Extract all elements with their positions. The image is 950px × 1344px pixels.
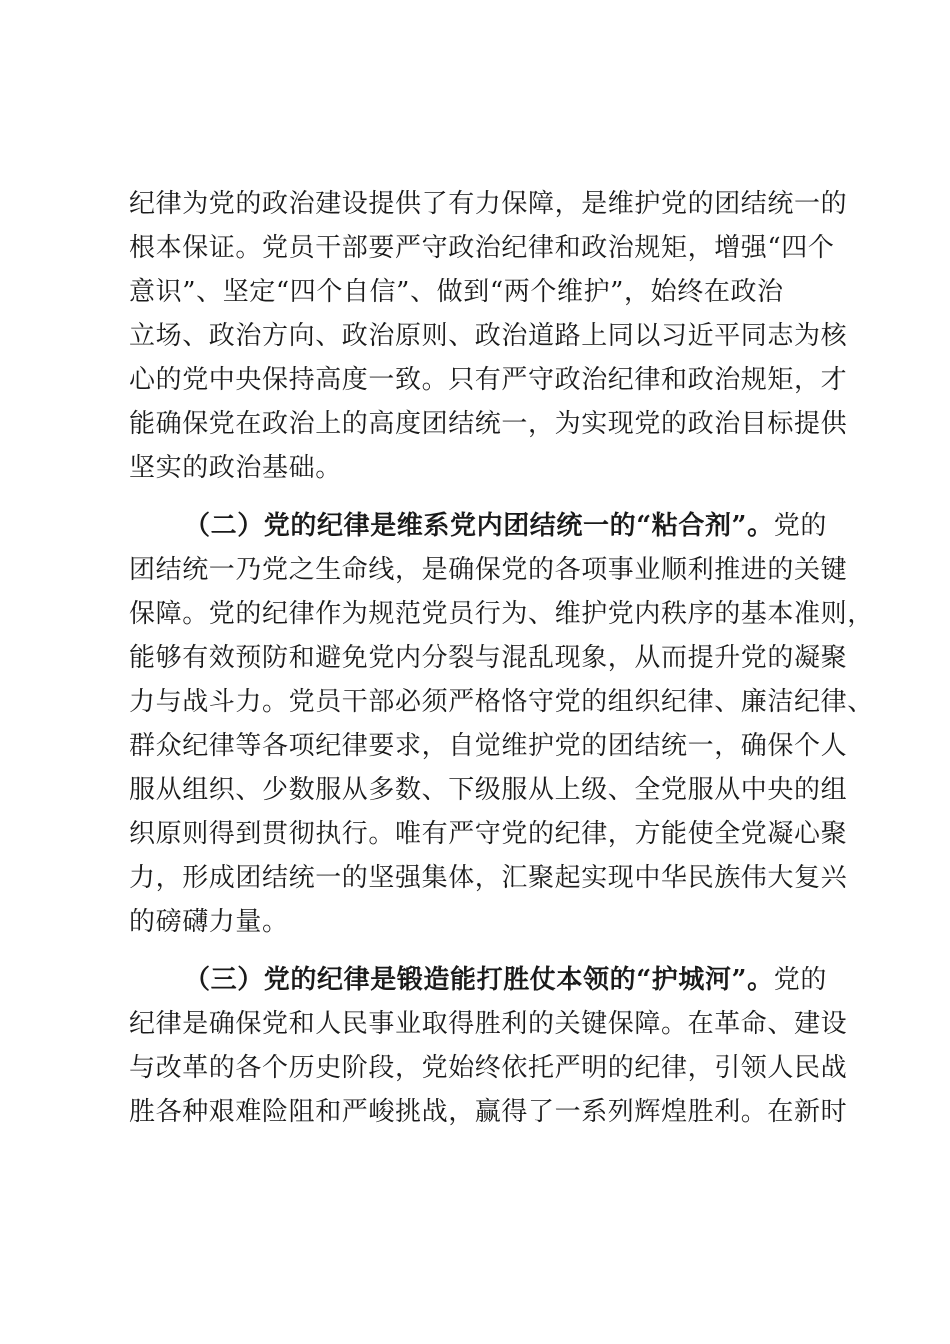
- paragraph-1-line-1: 纪律为党的政治建设提供了有力保障，是维护党的团结统一的: [129, 189, 848, 219]
- section-3-first-line: [184, 960, 904, 1000]
- section-3-heading: （三）党的纪律是锻造能打胜仗本领的“护城河”。: [184, 965, 774, 995]
- section-2-line-10: 的磅礴力量。: [129, 907, 289, 937]
- section-3-first-line-tail: 党的: [773, 965, 827, 995]
- paragraph-1-line-6: 能确保党在政治上的高度团结统一，为实现党的政治目标提供: [129, 409, 848, 439]
- section-2-first-line-tail: 党的: [773, 511, 827, 541]
- section-3-line-4: 胜各种艰难险阻和严峻挑战，赢得了一系列辉煌胜利。在新时: [129, 1097, 848, 1127]
- section-2-line-2: 团结统一乃党之生命线，是确保党的各项事业顺利推进的关键: [129, 555, 848, 585]
- section-2-line-5: 力与战斗力。党员干部必须严格恪守党的组织纪律、廉洁纪律、: [129, 687, 874, 717]
- section-3-line-3: 与改革的各个历史阶段，党始终依托严明的纪律，引领人民战: [129, 1053, 848, 1083]
- paragraph-1-line-2: 根本保证。党员干部要严守政治纪律和政治规矩，增强“四个: [129, 233, 835, 263]
- paragraph-1-line-5: 心的党中央保持高度一致。只有严守政治纪律和政治规矩，才: [129, 365, 848, 395]
- section-2-line-3: 保障。党的纪律作为规范党员行为、维护党内秩序的基本准则，: [129, 599, 874, 629]
- paragraph-1-line-3: 意识”、坚定“四个自信”、做到“两个维护”，始终在政治: [129, 277, 784, 307]
- paragraph-1-line-4: 立场、政治方向、政治原则、政治道路上同以习近平同志为核: [129, 321, 848, 351]
- section-3-line-2: 纪律是确保党和人民事业取得胜利的关键保障。在革命、建设: [129, 1009, 848, 1039]
- section-2-heading: （二）党的纪律是维系党内团结统一的“粘合剂”。: [184, 511, 774, 541]
- paragraph-1-line-7: 坚实的政治基础。: [129, 453, 342, 483]
- section-2-line-7: 服从组织、少数服从多数、下级服从上级、全党服从中央的组: [129, 775, 848, 805]
- section-2-line-8: 织原则得到贯彻执行。唯有严守党的纪律，方能使全党凝心聚: [129, 819, 848, 849]
- section-2-line-9: 力，形成团结统一的坚强集体，汇聚起实现中华民族伟大复兴: [129, 863, 848, 893]
- section-2-line-6: 群众纪律等各项纪律要求，自觉维护党的团结统一，确保个人: [129, 731, 848, 761]
- section-2-line-4: 能够有效预防和避免党内分裂与混乱现象，从而提升党的凝聚: [129, 643, 848, 673]
- section-2-first-line: [184, 506, 904, 546]
